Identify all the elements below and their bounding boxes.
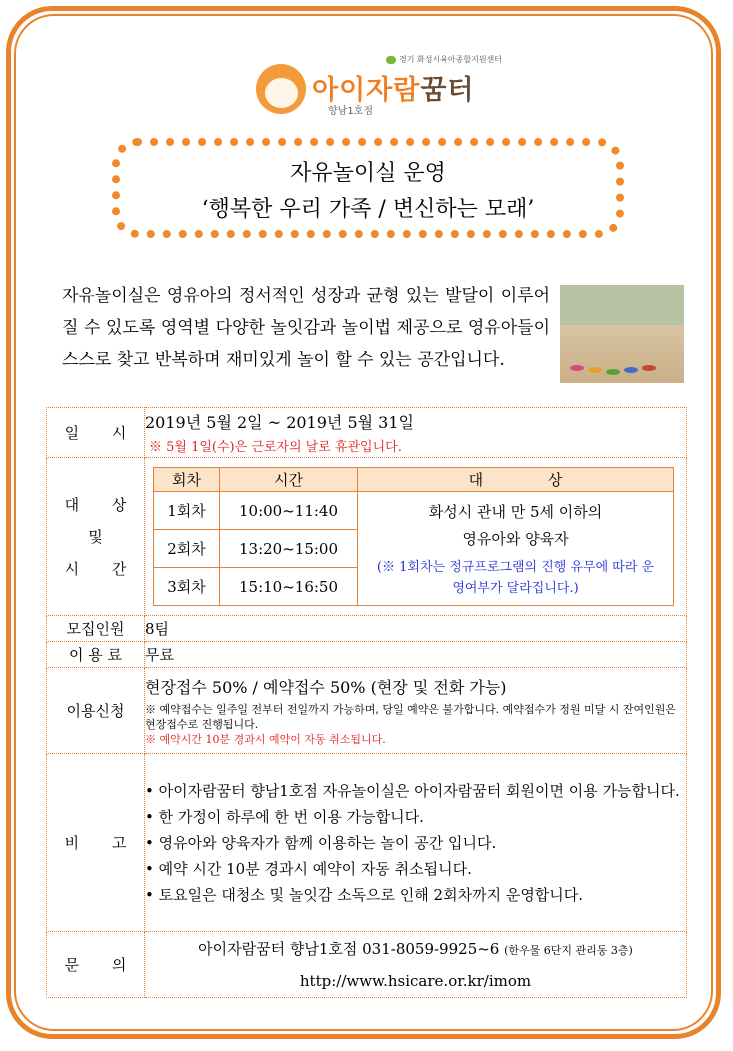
time-2: 13:20~15:00 <box>220 530 358 568</box>
date-value: 2019년 5월 2일 ~ 2019년 5월 31일 <box>145 413 414 432</box>
session-2: 2회차 <box>154 530 220 568</box>
capacity-value: 8팀 <box>145 616 687 642</box>
fee-value: 무료 <box>145 642 687 668</box>
title-box <box>112 138 624 238</box>
session-3: 3회차 <box>154 568 220 606</box>
logo-branch: 향남1호점 <box>328 106 374 117</box>
fee-label: 이 용 료 <box>47 642 145 668</box>
target-line-1: 화성시 관내 만 5세 이하의 <box>428 502 603 521</box>
contact-url[interactable]: http://www.hsicare.or.kr/imom <box>299 971 532 990</box>
remark-item: • 토요일은 대청소 및 놀잇감 소독으로 인해 2회차까지 운영합니다. <box>145 885 584 904</box>
logo <box>256 50 503 120</box>
apply-note-2: ※ 예약시간 10분 경과시 예약이 자동 취소됩니다. <box>145 732 386 746</box>
schedule-label-2: 및 <box>88 527 103 546</box>
header-time: 시간 <box>220 468 358 492</box>
remarks-label: 비 고 <box>64 834 141 852</box>
target-note: (※ 1회차는 정규프로그램의 진행 유무에 따라 운영여부가 달라집니다.) <box>376 559 655 596</box>
closure-note: ※ 5월 1일(수)은 근로자의 날로 휴관입니다. <box>149 440 402 455</box>
schedule-table <box>153 467 674 606</box>
schedule-label-1: 대 상 <box>64 495 141 514</box>
header-session: 회차 <box>154 468 220 492</box>
page-subtitle: ‘행복한 우리 가족 / 변신하는 모래’ <box>201 197 535 222</box>
time-3: 15:10~16:50 <box>220 568 358 606</box>
apply-note-1: ※ 예약접수는 일주일 전부터 전일까지 가능하며, 당일 예약은 불가합니다. 예약접수가 정원 미달 시 잔여인원은 현장접수로 진행됩니다. <box>145 702 676 731</box>
playroom-photo <box>560 285 684 383</box>
contact-label: 문 의 <box>64 956 141 974</box>
org-mark-icon <box>386 56 396 64</box>
logo-org: 경기 화성시육아종합지원센터 <box>399 55 503 64</box>
schedule-label-3: 시 간 <box>64 559 141 578</box>
date-label: 일 시 <box>64 424 141 442</box>
apply-value: 현장접수 50% / 예약접수 50% (현장 및 전화 가능) <box>145 677 507 697</box>
intro-text: 자유놀이실은 영유아의 정서적인 성장과 균형 있는 발달이 이루어질 수 있도록 영역별 다양한 놀잇감과 놀이법 제공으로 영유아들이 스스로 찾고 반복하며 재미있게 놀이 할 수 있는 공간입니다. <box>62 286 550 370</box>
remark-item: • 아이자람꿈터 향남1호점 자유놀이실은 아이자람꿈터 회원이면 이용 가능합니다. <box>145 781 680 800</box>
contact-location: (한우물 6단지 관리동 3층) <box>504 943 633 957</box>
capacity-label: 모집인원 <box>47 616 145 642</box>
time-1: 10:00~11:40 <box>220 492 358 530</box>
info-table <box>46 407 687 998</box>
logo-face-icon <box>256 64 306 114</box>
remark-item: • 한 가정이 하루에 한 번 이용 가능합니다. <box>145 807 424 826</box>
contact-phone: 아이자람꿈터 향남1호점 031-8059-9925~6 <box>198 939 500 958</box>
remark-item: • 예약 시간 10분 경과시 예약이 자동 취소됩니다. <box>145 859 472 878</box>
session-1: 1회차 <box>154 492 220 530</box>
logo-name: 아이자람꿈터 <box>312 75 475 106</box>
remarks-list <box>145 754 687 932</box>
page-title: 자유놀이실 운영 <box>290 161 446 186</box>
header-target: 대 상 <box>358 468 674 492</box>
remark-item: • 영유아와 양육자가 함께 이용하는 놀이 공간 입니다. <box>145 833 497 852</box>
apply-label: 이용신청 <box>47 668 145 754</box>
target-line-2: 영유아와 양육자 <box>462 529 569 548</box>
